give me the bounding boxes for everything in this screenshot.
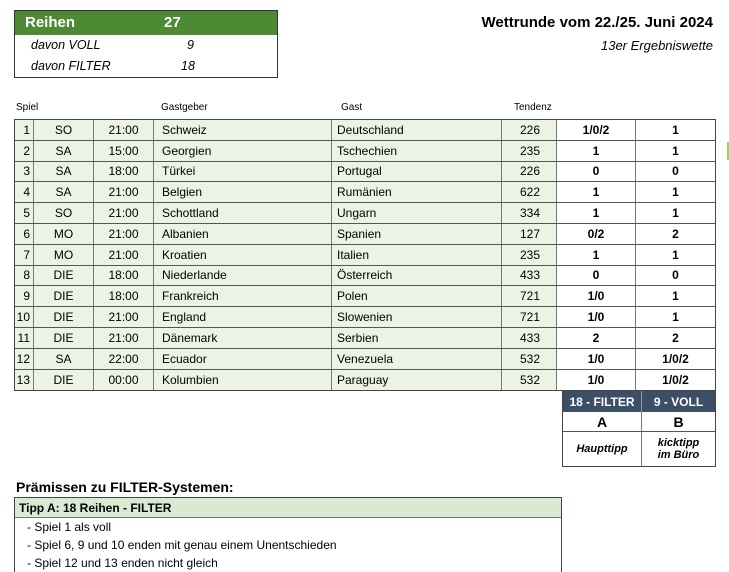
match-tip-b: 1 bbox=[636, 245, 715, 265]
match-day: DIE bbox=[34, 328, 94, 348]
match-tip-b: 0 bbox=[636, 162, 715, 182]
match-tip-a: 1/0/2 bbox=[557, 120, 636, 140]
match-home-team: Dänemark bbox=[154, 328, 332, 348]
match-day: SA bbox=[34, 182, 94, 202]
column-header-spiel: Spiel bbox=[16, 102, 39, 113]
match-tip-a: 1/0 bbox=[557, 286, 636, 306]
match-day: MO bbox=[34, 224, 94, 244]
match-away-team: Tschechien bbox=[332, 141, 502, 161]
match-tip-a: 1/0 bbox=[557, 370, 636, 391]
match-number: 2 bbox=[15, 141, 34, 161]
match-tendenz: 721 bbox=[502, 286, 557, 306]
table-row bbox=[15, 162, 715, 183]
match-tendenz: 127 bbox=[502, 224, 557, 244]
match-time: 15:00 bbox=[94, 141, 154, 161]
match-tip-b: 2 bbox=[636, 328, 715, 348]
match-number: 9 bbox=[15, 286, 34, 306]
match-home-team: Frankreich bbox=[154, 286, 332, 306]
match-time: 18:00 bbox=[94, 162, 154, 182]
match-day: SO bbox=[34, 203, 94, 223]
page-subtitle: 13er Ergebniswette bbox=[600, 38, 713, 53]
match-tip-a: 1 bbox=[557, 245, 636, 265]
match-tendenz: 226 bbox=[502, 120, 557, 140]
match-away-team: Portugal bbox=[332, 162, 502, 182]
summary-header-value: 27 bbox=[164, 14, 181, 31]
premise-line: - Spiel 1 als voll bbox=[27, 520, 112, 534]
summary-header bbox=[15, 11, 277, 35]
match-home-team: Kroatien bbox=[154, 245, 332, 265]
match-away-team: Serbien bbox=[332, 328, 502, 348]
premise-line: - Spiel 12 und 13 enden nicht gleich bbox=[27, 556, 218, 570]
match-tip-b: 1 bbox=[636, 203, 715, 223]
match-home-team: Albanien bbox=[154, 224, 332, 244]
column-header-gastgeber: Gastgeber bbox=[161, 102, 208, 113]
match-tip-a: 0 bbox=[557, 266, 636, 286]
table-row bbox=[15, 224, 715, 245]
match-home-team: Schweiz bbox=[154, 120, 332, 140]
table-row bbox=[15, 120, 715, 141]
table-row bbox=[15, 349, 715, 370]
match-time: 22:00 bbox=[94, 349, 154, 369]
match-tip-b: 1/0/2 bbox=[636, 349, 715, 369]
match-day: SO bbox=[34, 120, 94, 140]
premises-box-header: Tipp A: 18 Reihen - FILTER bbox=[15, 498, 561, 518]
match-tip-a: 0 bbox=[557, 162, 636, 182]
match-tendenz: 433 bbox=[502, 328, 557, 348]
summary-box bbox=[14, 10, 278, 78]
match-time: 21:00 bbox=[94, 328, 154, 348]
premises-box bbox=[14, 497, 562, 572]
match-tip-a: 1/0 bbox=[557, 349, 636, 369]
match-number: 12 bbox=[15, 349, 34, 369]
match-time: 18:00 bbox=[94, 266, 154, 286]
match-day: DIE bbox=[34, 307, 94, 327]
match-time: 18:00 bbox=[94, 286, 154, 306]
match-tip-a: 2 bbox=[557, 328, 636, 348]
table-row bbox=[15, 182, 715, 203]
match-away-team: Polen bbox=[332, 286, 502, 306]
column-header-gast: Gast bbox=[341, 102, 363, 113]
match-home-team: Belgien bbox=[154, 182, 332, 202]
match-number: 1 bbox=[15, 120, 34, 140]
match-tendenz: 226 bbox=[502, 162, 557, 182]
match-tip-a: 1 bbox=[557, 141, 636, 161]
match-away-team: Italien bbox=[332, 245, 502, 265]
summary-row-voll bbox=[15, 35, 277, 56]
match-day: SA bbox=[34, 141, 94, 161]
match-home-team: Schottland bbox=[154, 203, 332, 223]
match-away-team: Paraguay bbox=[332, 370, 502, 391]
match-tip-a: 1 bbox=[557, 203, 636, 223]
match-away-team: Österreich bbox=[332, 266, 502, 286]
page-title: Wettrunde vom 22./25. Juni 2024 bbox=[481, 14, 713, 31]
match-tip-b: 1 bbox=[636, 120, 715, 140]
premises-heading: Prämissen zu FILTER-Systemen: bbox=[16, 479, 234, 495]
table-row bbox=[15, 203, 715, 224]
table-row bbox=[15, 245, 715, 266]
table-row bbox=[15, 141, 715, 162]
system-b-desc bbox=[642, 432, 715, 466]
match-home-team: Kolumbien bbox=[154, 370, 332, 391]
match-time: 21:00 bbox=[94, 120, 154, 140]
match-tendenz: 721 bbox=[502, 307, 557, 327]
match-away-team: Slowenien bbox=[332, 307, 502, 327]
matches-table bbox=[14, 119, 716, 391]
system-b-letter: B bbox=[673, 413, 684, 430]
match-tendenz: 334 bbox=[502, 203, 557, 223]
match-number: 4 bbox=[15, 182, 34, 202]
systems-letter-row bbox=[563, 412, 715, 432]
match-number: 3 bbox=[15, 162, 34, 182]
match-number: 8 bbox=[15, 266, 34, 286]
match-home-team: Georgien bbox=[154, 141, 332, 161]
match-time: 21:00 bbox=[94, 224, 154, 244]
match-tendenz: 622 bbox=[502, 182, 557, 202]
match-tip-b: 1 bbox=[636, 141, 715, 161]
match-tendenz: 433 bbox=[502, 266, 557, 286]
match-away-team: Deutschland bbox=[332, 120, 502, 140]
match-number: 10 bbox=[15, 307, 34, 327]
match-number: 13 bbox=[15, 370, 34, 391]
match-number: 5 bbox=[15, 203, 34, 223]
system-b-header: 9 - VOLL bbox=[653, 394, 704, 409]
match-day: DIE bbox=[34, 370, 94, 391]
summary-label: davon FILTER bbox=[31, 59, 111, 73]
match-tendenz: 235 bbox=[502, 245, 557, 265]
match-home-team: Niederlande bbox=[154, 266, 332, 286]
column-header-tendenz: Tendenz bbox=[514, 102, 552, 113]
match-time: 00:00 bbox=[94, 370, 154, 391]
match-time: 21:00 bbox=[94, 245, 154, 265]
match-number: 11 bbox=[15, 328, 34, 348]
table-row bbox=[15, 286, 715, 307]
match-home-team: Ecuador bbox=[154, 349, 332, 369]
system-a-letter: A bbox=[563, 412, 642, 431]
match-tip-b: 2 bbox=[636, 224, 715, 244]
systems-desc-row bbox=[563, 432, 715, 466]
match-tip-a: 1/0 bbox=[557, 307, 636, 327]
match-number: 7 bbox=[15, 245, 34, 265]
match-time: 21:00 bbox=[94, 182, 154, 202]
summary-row-filter bbox=[15, 56, 277, 77]
systems-box bbox=[562, 390, 716, 467]
match-tendenz: 532 bbox=[502, 370, 557, 391]
match-home-team: England bbox=[154, 307, 332, 327]
match-home-team: Türkei bbox=[154, 162, 332, 182]
table-row bbox=[15, 328, 715, 349]
table-row bbox=[15, 266, 715, 287]
match-day: SA bbox=[34, 349, 94, 369]
match-time: 21:00 bbox=[94, 307, 154, 327]
match-tip-b: 1/0/2 bbox=[636, 370, 715, 391]
match-away-team: Rumänien bbox=[332, 182, 502, 202]
match-away-team: Spanien bbox=[332, 224, 502, 244]
match-day: SA bbox=[34, 162, 94, 182]
match-number: 6 bbox=[15, 224, 34, 244]
match-tendenz: 532 bbox=[502, 349, 557, 369]
match-tip-b: 1 bbox=[636, 286, 715, 306]
table-row bbox=[15, 307, 715, 328]
system-b-desc-line1: kicktipp bbox=[657, 437, 700, 449]
summary-value: 18 bbox=[181, 59, 195, 73]
summary-label: davon VOLL bbox=[31, 38, 101, 52]
match-away-team: Ungarn bbox=[332, 203, 502, 223]
summary-header-label: Reihen bbox=[25, 14, 76, 31]
match-day: DIE bbox=[34, 266, 94, 286]
match-tip-b: 1 bbox=[636, 307, 715, 327]
match-tip-b: 1 bbox=[636, 182, 715, 202]
match-tip-b: 0 bbox=[636, 266, 715, 286]
match-day: DIE bbox=[34, 286, 94, 306]
match-away-team: Venezuela bbox=[332, 349, 502, 369]
system-a-desc: Haupttipp bbox=[563, 432, 642, 466]
summary-value: 9 bbox=[187, 38, 194, 52]
systems-header-row bbox=[563, 391, 715, 412]
system-b-desc-line2: im Büro bbox=[657, 449, 700, 461]
match-tendenz: 235 bbox=[502, 141, 557, 161]
match-tip-a: 1 bbox=[557, 182, 636, 202]
table-row bbox=[15, 370, 715, 391]
premise-line: - Spiel 6, 9 und 10 enden mit genau einem Unentschieden bbox=[27, 538, 337, 552]
match-time: 21:00 bbox=[94, 203, 154, 223]
match-day: MO bbox=[34, 245, 94, 265]
system-a-header: 18 - FILTER bbox=[563, 391, 642, 412]
match-tip-a: 0/2 bbox=[557, 224, 636, 244]
